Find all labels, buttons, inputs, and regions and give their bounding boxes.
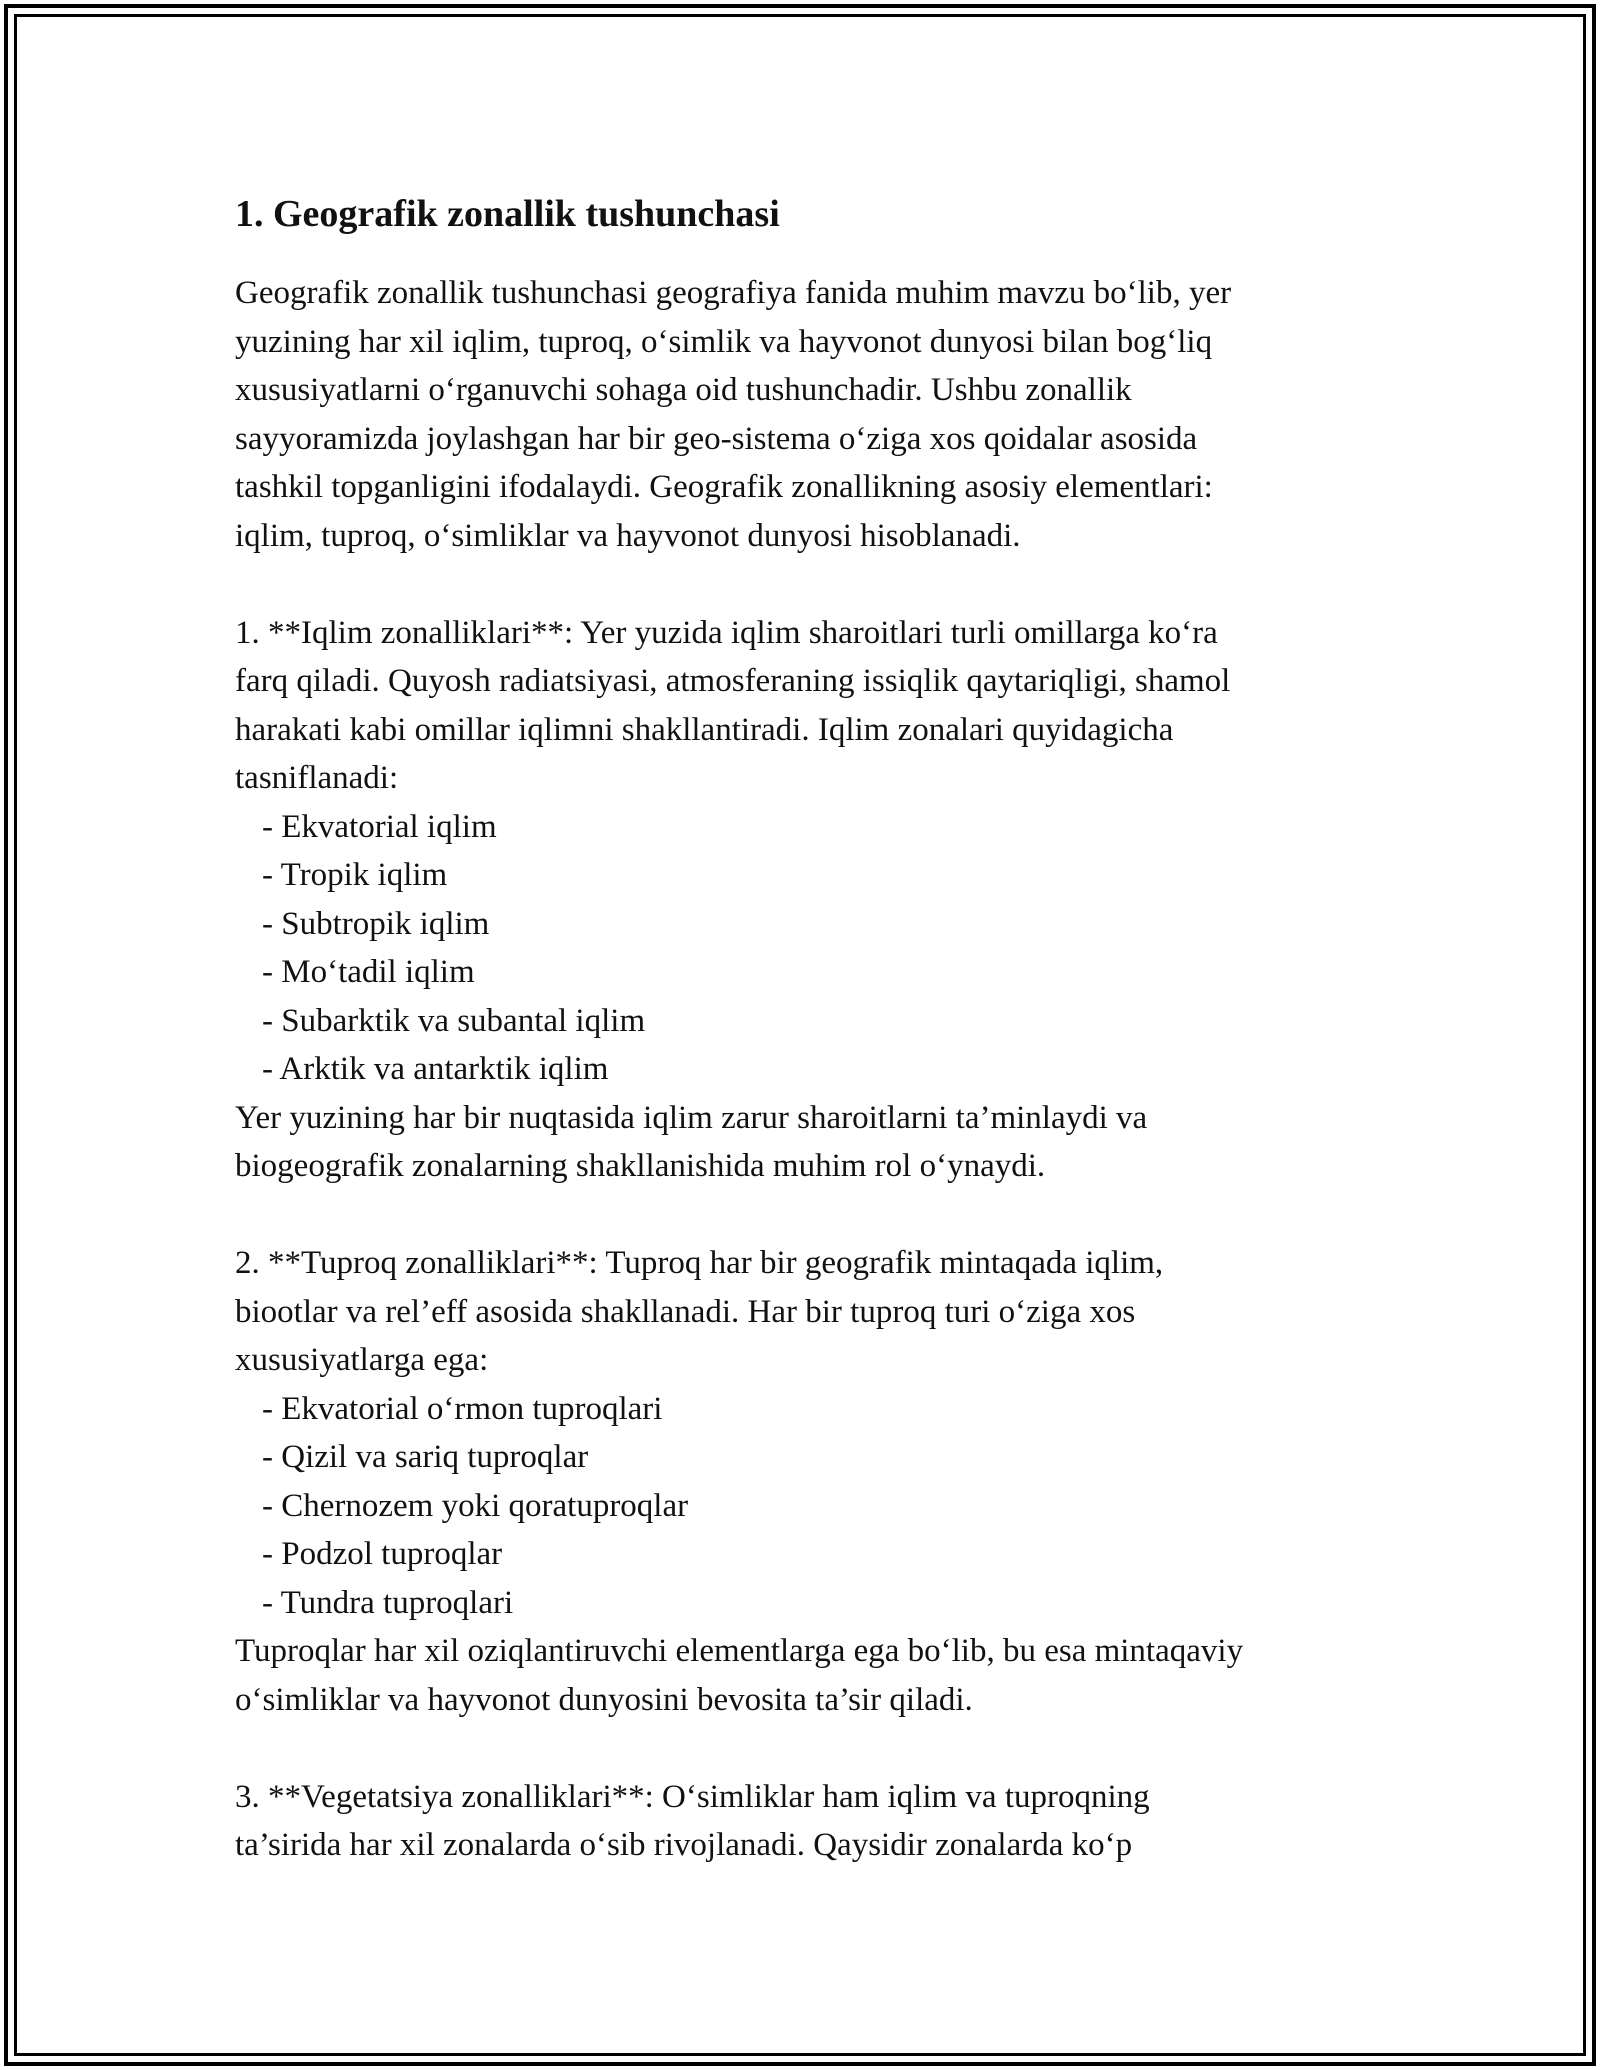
paragraph-line: xususiyatlarga ega: [235, 1342, 489, 1378]
list-item: - Subtropik iqlim [262, 905, 490, 942]
list-item: - Arktik va antarktik iqlim [262, 1051, 609, 1087]
climate-zones-section [235, 609, 1375, 1191]
paragraph-line: 3. **Vegetatsiya zonalliklari**: O‘simliklar ham iqlim va tuproqning [235, 1778, 1150, 1815]
paragraph-line: harakati kabi omillar iqlimni shakllantiradi. Iqlim zonalari quyidagicha [235, 711, 1174, 748]
intro-paragraph [235, 269, 1375, 560]
climate-list [235, 803, 1375, 1094]
vegetation-zones-section [235, 1773, 1375, 1870]
list-item: - Subarktik va subantal iqlim [262, 1002, 646, 1039]
intro-line: iqlim, tuproq, o‘simliklar va hayvonot dunyosi hisoblanadi. [235, 517, 1021, 554]
intro-line: sayyoramizda joylashgan har bir geo-sistema o‘ziga xos qoidalar asosida [235, 420, 1198, 457]
paragraph-line: biogeografik zonalarning shakllanishida muhim rol o‘ynaydi. [235, 1148, 1046, 1184]
paragraph-line: Yer yuzining har bir nuqtasida iqlim zarur sharoitlarni ta’minlaydi va [235, 1099, 1148, 1136]
paragraph-line: tasniflanadi: [235, 760, 399, 796]
soil-list [235, 1385, 1375, 1628]
section-heading: 1. Geografik zonallik tushunchasi [235, 193, 780, 235]
intro-line: Geografik zonallik tushunchasi geografiya fanida muhim mavzu bo‘lib, yer [235, 275, 1232, 311]
list-item: - Ekvatorial iqlim [262, 808, 497, 845]
list-item: - Mo‘tadil iqlim [262, 954, 475, 990]
paragraph-line: 2. **Tuproq zonalliklari**: Tuproq har bir geografik mintaqada iqlim, [235, 1245, 1164, 1281]
intro-line: xususiyatlarni o‘rganuvchi sohaga oid tushunchadir. Ushbu zonallik [235, 372, 1132, 408]
list-item: - Ekvatorial o‘rmon tuproqlari [262, 1390, 663, 1427]
paragraph-line: Tuproqlar har xil oziqlantiruvchi elementlarga ega bo‘lib, bu esa mintaqaviy [235, 1633, 1244, 1669]
intro-line: tashkil topganligini ifodalaydi. Geografik zonallikning asosiy elementlari: [235, 469, 1213, 505]
soil-zones-section [235, 1239, 1375, 1724]
document-body [235, 188, 1375, 1870]
paragraph-line: biootlar va rel’eff asosida shakllanadi. Har bir tuproq turi o‘ziga xos [235, 1293, 1136, 1330]
list-item: - Tundra tuproqlari [262, 1584, 514, 1621]
paragraph-line: 1. **Iqlim zonalliklari**: Yer yuzida iqlim sharoitlari turli omillarga ko‘ra [235, 614, 1218, 651]
paragraph-line: farq qiladi. Quyosh radiatsiyasi, atmosferaning issiqlik qaytariqligi, shamol [235, 663, 1231, 699]
list-item: - Chernozem yoki qoratuproqlar [262, 1487, 689, 1524]
list-item: - Podzol tuproqlar [262, 1536, 503, 1572]
intro-line: yuzining har xil iqlim, tuproq, o‘simlik va hayvonot dunyosi bilan bog‘liq [235, 323, 1213, 360]
paragraph-line: o‘simliklar va hayvonot dunyosini bevosita ta’sir qiladi. [235, 1681, 973, 1718]
list-item: - Qizil va sariq tuproqlar [262, 1439, 589, 1475]
list-item: - Tropik iqlim [262, 857, 448, 893]
paragraph-line: ta’sirida har xil zonalarda o‘sib rivojlanadi. Qaysidir zonalarda ko‘p [235, 1827, 1133, 1863]
